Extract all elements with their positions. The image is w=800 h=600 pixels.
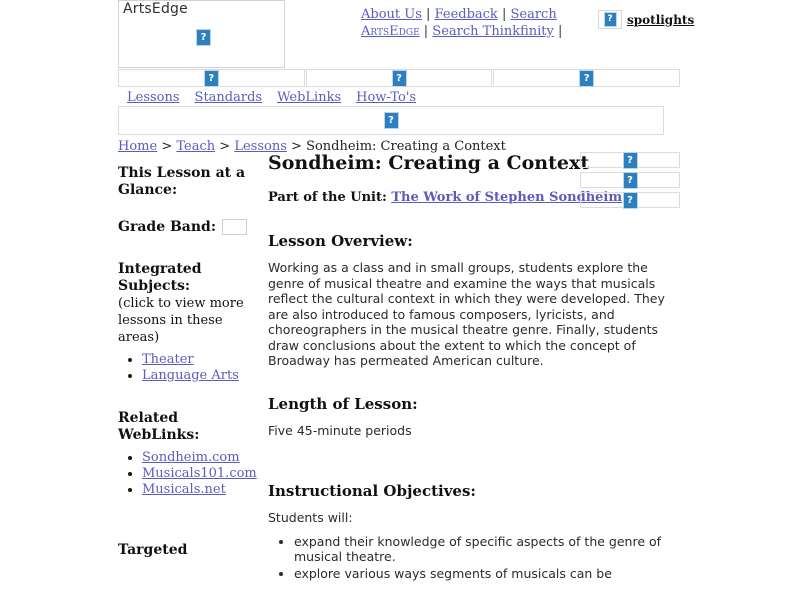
utility-nav: [361, 6, 576, 40]
nav-link-artsedge-word: ArtsEdge: [361, 24, 420, 39]
wide-banner-box[interactable]: [118, 106, 664, 135]
subject-link-language-arts[interactable]: Language Arts: [142, 368, 239, 383]
tab-standards[interactable]: Standards: [194, 90, 263, 105]
nav-link-search-thinkfinity[interactable]: Search Thinkfinity: [432, 24, 554, 39]
tab-how-tos[interactable]: How-To's: [356, 90, 417, 105]
breadcrumb-separator: >: [161, 139, 173, 154]
breadcrumb-item-lessons[interactable]: Lessons: [234, 139, 287, 154]
spotlights-banner[interactable]: [598, 10, 694, 29]
spacer: [268, 438, 680, 464]
spotlights-icon-box: [598, 10, 622, 29]
list-item: • explore various ways segments of musicals can be: [294, 566, 680, 582]
list-item: [142, 450, 261, 466]
unit-link[interactable]: The Work of Stephen Sondheim: [391, 190, 623, 205]
nav-separator: |: [553, 24, 563, 39]
weblink-musicals101-com[interactable]: Musicals101.com: [142, 466, 257, 481]
grade-band-value-box: [222, 219, 247, 235]
banner-strip: [118, 69, 680, 87]
broken-image-icon: ?: [579, 70, 594, 87]
banner-cell-3[interactable]: [493, 69, 680, 87]
banner-cell-2[interactable]: [306, 69, 493, 87]
nav-link-about-us[interactable]: About Us: [361, 7, 422, 22]
length-of-lesson-heading: Length of Lesson:: [268, 394, 418, 413]
spacer: [118, 498, 261, 524]
breadcrumb-item-current: Sondheim: Creating a Context: [306, 139, 506, 154]
spacer: [268, 369, 680, 395]
broken-image-icon: ?: [623, 152, 638, 169]
broken-image-icon: ?: [204, 70, 219, 87]
list-item: [142, 352, 261, 368]
spacer: [118, 235, 261, 261]
spacer: [268, 464, 680, 482]
broken-image-icon: ?: [623, 172, 638, 189]
nav-link-feedback[interactable]: Feedback: [434, 7, 498, 22]
spotlights-label: spotlights: [627, 12, 695, 27]
instructional-objectives-heading: Instructional Objectives:: [268, 482, 476, 500]
nav-separator: |: [497, 7, 511, 22]
lesson-action-buttons: [580, 152, 680, 212]
sidebar-integrated-subjects-note: (click to view more lessons in these areas): [118, 296, 244, 345]
list-item: [142, 466, 261, 482]
lesson-sidebar: [118, 165, 261, 559]
objectives-intro-text: Students will:: [268, 510, 353, 525]
tab-weblinks[interactable]: WebLinks: [277, 90, 342, 105]
nav-separator: |: [421, 7, 435, 22]
lesson-overview-heading: Lesson Overview:: [268, 232, 413, 250]
sidebar-related-weblinks-heading: Related WebLinks:: [118, 410, 200, 443]
breadcrumb-separator: >: [291, 139, 302, 154]
weblink-musicals-net[interactable]: Musicals.net: [142, 482, 226, 497]
spacer: [118, 384, 261, 410]
sidebar-targeted-heading: Targeted: [118, 542, 188, 558]
length-of-lesson-text: Five 45-minute periods: [268, 422, 412, 438]
subject-link-theater[interactable]: Theater: [142, 352, 194, 367]
sidebar-glance-heading: This Lesson at a Glance:: [118, 165, 246, 198]
action-button-2[interactable]: [580, 172, 680, 188]
breadcrumb-item-home[interactable]: Home: [118, 139, 158, 154]
related-weblinks-list: [118, 450, 261, 498]
tab-lessons[interactable]: Lessons: [127, 90, 180, 105]
broken-image-icon: ?: [623, 192, 638, 209]
list-item: [142, 482, 261, 498]
section-tabs: [127, 90, 431, 105]
nav-separator: |: [419, 24, 433, 39]
lesson-main: [268, 152, 680, 582]
integrated-subjects-list: [118, 352, 261, 384]
broken-image-icon: ?: [604, 12, 617, 27]
broken-image-icon: [196, 29, 211, 46]
list-item: • expand their knowledge of specific aspects of the genre of musical theatre.: [294, 534, 680, 565]
breadcrumb-item-teach[interactable]: Teach: [176, 139, 216, 154]
site-logo-box[interactable]: [118, 0, 285, 68]
banner-cell-1[interactable]: [118, 69, 305, 87]
nav-link-search-word: Search: [510, 7, 557, 22]
spacer: [118, 524, 261, 542]
broken-image-glyph: ?: [196, 29, 211, 46]
broken-image-icon: ?: [384, 112, 399, 129]
action-button-3[interactable]: [580, 192, 680, 208]
lesson-overview-text: Working as a class and in small groups, students explore the genre of musical theatre and examine the ways that musicals reflect the cultural context in which they were developed. They are also introduced to famous composers, lyricists, and choreographers in the musical theatre genre. Finally, students draw conclusions about the extent to which the concept of Broadway has permeated American culture.: [268, 260, 665, 368]
site-logo-text: ArtsEdge: [123, 1, 188, 17]
action-button-1[interactable]: [580, 152, 680, 168]
unit-prefix-label: Part of the Unit:: [268, 190, 387, 205]
grade-band-label: Grade Band:: [118, 219, 217, 235]
grade-band-row: [118, 219, 261, 235]
sidebar-integrated-subjects-heading: Integrated Subjects:: [118, 261, 202, 294]
list-item: [142, 368, 261, 384]
broken-image-icon: ?: [392, 70, 407, 87]
breadcrumb-separator: >: [219, 139, 231, 154]
page-title: Sondheim: Creating a Context: [268, 152, 590, 174]
weblink-sondheim-com[interactable]: Sondheim.com: [142, 450, 240, 465]
objectives-list: [268, 534, 680, 582]
